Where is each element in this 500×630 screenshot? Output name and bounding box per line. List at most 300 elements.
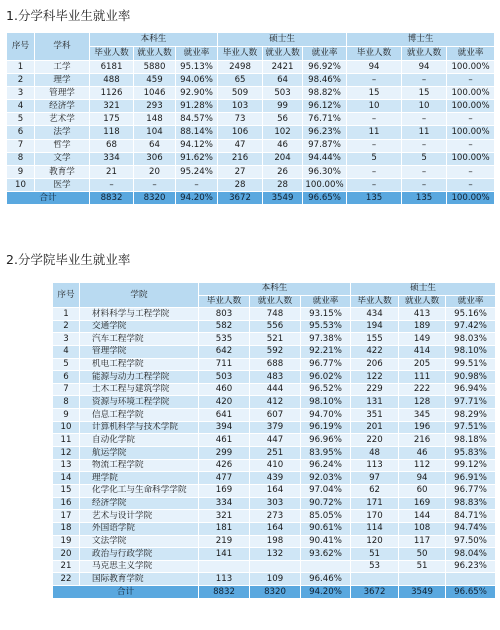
row-value: 90.98% (446, 371, 496, 384)
row-index: 6 (53, 371, 80, 384)
row-value: 26 (263, 165, 303, 178)
row-value: 131 (351, 396, 399, 409)
row-value: – (347, 113, 402, 126)
row-value: 47 (218, 139, 263, 152)
row-value: 117 (399, 535, 446, 548)
row-value: 688 (250, 358, 301, 371)
row-value: 64 (134, 139, 176, 152)
row-value: 334 (199, 497, 250, 510)
row-label: 汽车工程学院 (80, 333, 199, 346)
table-row (53, 573, 496, 586)
row-value: 171 (351, 497, 399, 510)
row-label: 理学 (35, 74, 90, 87)
table-row (53, 396, 496, 409)
row-value: 181 (199, 522, 250, 535)
table-row (7, 87, 495, 100)
row-value: 460 (199, 383, 250, 396)
row-value: 5 (347, 152, 402, 165)
row-value: 98.03% (446, 333, 496, 346)
row-value: 96.19% (301, 421, 351, 434)
row-value: 98.18% (446, 434, 496, 447)
row-value: 194 (351, 320, 399, 333)
total-cell: 135 (347, 191, 402, 204)
row-value: 20 (134, 165, 176, 178)
row-value (399, 573, 446, 586)
row-index: 8 (7, 152, 35, 165)
total-cell: 3672 (218, 191, 263, 204)
row-index: 7 (7, 139, 35, 152)
row-label: 文法学院 (80, 535, 199, 548)
row-value: 93.15% (301, 308, 351, 321)
row-value: 96.77% (446, 484, 496, 497)
row-value: 229 (351, 383, 399, 396)
row-index: 19 (53, 535, 80, 548)
row-index: 5 (7, 113, 35, 126)
table-row (7, 74, 495, 87)
row-label: 教育学 (35, 165, 90, 178)
row-value: 582 (199, 320, 250, 333)
row-value: 27 (218, 165, 263, 178)
row-value: 444 (250, 383, 301, 396)
row-index: 4 (53, 345, 80, 358)
header-undergrad: 本科生 (199, 283, 351, 296)
row-value: 293 (134, 100, 176, 113)
row-value: 483 (250, 371, 301, 384)
row-label: 计算机科学与技术学院 (80, 421, 199, 434)
row-value: 434 (351, 308, 399, 321)
row-value: 100.00% (447, 87, 495, 100)
table-row (53, 472, 496, 485)
table-row (7, 126, 495, 139)
row-index: 10 (53, 421, 80, 434)
table-row (53, 560, 496, 573)
employment-by-college-table (52, 282, 496, 599)
discipline-table-body (7, 61, 495, 192)
total-cell: 8832 (199, 586, 250, 599)
row-value: 273 (250, 510, 301, 523)
row-value: – (447, 139, 495, 152)
row-value: 85.05% (301, 510, 351, 523)
row-value: 53 (351, 560, 399, 573)
row-value: 216 (399, 434, 446, 447)
row-value: 48 (351, 447, 399, 460)
total-cell: 100.00% (447, 191, 495, 204)
row-label: 国际教育学院 (80, 573, 199, 586)
row-value: 114 (351, 522, 399, 535)
header-master-rate: 就业率 (303, 47, 347, 61)
row-label: 物流工程学院 (80, 459, 199, 472)
row-value: 98.82% (303, 87, 347, 100)
row-value: 96.46% (301, 573, 351, 586)
header-college: 学院 (80, 283, 199, 308)
row-index: 2 (53, 320, 80, 333)
row-value: 93.62% (301, 548, 351, 561)
table-row (53, 497, 496, 510)
row-value: 169 (399, 497, 446, 510)
row-label: 能源与动力工程学院 (80, 371, 199, 384)
row-value: 96.24% (301, 459, 351, 472)
row-value: 97.87% (303, 139, 347, 152)
row-value: – (134, 178, 176, 191)
row-value: 149 (399, 333, 446, 346)
row-value: 198 (250, 535, 301, 548)
row-value: 94.12% (176, 139, 218, 152)
row-value: 345 (399, 409, 446, 422)
row-label: 信息工程学院 (80, 409, 199, 422)
row-value: 118 (90, 126, 134, 139)
table-row (53, 320, 496, 333)
row-value: 88.14% (176, 126, 218, 139)
table-row (53, 434, 496, 447)
row-value: 99 (263, 100, 303, 113)
row-label: 材料科学与工程学院 (80, 308, 199, 321)
row-value: 100.00% (303, 178, 347, 191)
row-value: 205 (399, 358, 446, 371)
row-index: 7 (53, 383, 80, 396)
row-value: 477 (199, 472, 250, 485)
total-cell: 3549 (263, 191, 303, 204)
row-index: 8 (53, 396, 80, 409)
table-row (53, 358, 496, 371)
row-value: 120 (351, 535, 399, 548)
row-value: 748 (250, 308, 301, 321)
table-row (7, 165, 495, 178)
row-value: 112 (399, 459, 446, 472)
row-value: 170 (351, 510, 399, 523)
row-value: 503 (199, 371, 250, 384)
row-index: 10 (7, 178, 35, 191)
row-value: 206 (351, 358, 399, 371)
row-value: 220 (351, 434, 399, 447)
row-value: 204 (263, 152, 303, 165)
row-value: – (402, 74, 447, 87)
row-value: 96.96% (301, 434, 351, 447)
row-label: 管理学 (35, 87, 90, 100)
total-cell: 3672 (351, 586, 399, 599)
header-undergrad-employed: 就业人数 (250, 295, 301, 308)
row-value: – (447, 165, 495, 178)
row-label: 马克思主义学院 (80, 560, 199, 573)
row-value: – (447, 178, 495, 191)
row-value: 641 (199, 409, 250, 422)
row-index: 20 (53, 548, 80, 561)
row-index: 16 (53, 497, 80, 510)
row-value: 96.94% (446, 383, 496, 396)
row-label: 机电工程学院 (80, 358, 199, 371)
row-value: 100.00% (447, 126, 495, 139)
row-value: 113 (351, 459, 399, 472)
header-index: 序号 (7, 33, 35, 61)
row-value: 92.21% (301, 345, 351, 358)
section-title-by-discipline: 1.分学科毕业生就业率 (6, 8, 131, 23)
header-doctor-rate: 就业率 (447, 47, 495, 61)
table-row (53, 383, 496, 396)
header-master-graduates: 毕业人数 (351, 295, 399, 308)
row-value: 11 (347, 126, 402, 139)
row-value: 98.04% (446, 548, 496, 561)
table-row (53, 535, 496, 548)
total-cell: 8832 (90, 191, 134, 204)
row-value: – (347, 165, 402, 178)
row-label: 土木工程与建筑学院 (80, 383, 199, 396)
row-value: 2421 (263, 61, 303, 74)
row-value: 96.52% (301, 383, 351, 396)
table-row (53, 510, 496, 523)
employment-by-discipline-table (6, 32, 495, 205)
table-row (53, 447, 496, 460)
row-value: 97.71% (446, 396, 496, 409)
row-index: 3 (53, 333, 80, 346)
header-undergrad-rate: 就业率 (176, 47, 218, 61)
row-index: 18 (53, 522, 80, 535)
row-label: 艺术学 (35, 113, 90, 126)
row-value: 94 (347, 61, 402, 74)
row-label: 法学 (35, 126, 90, 139)
row-value: 97.04% (301, 484, 351, 497)
row-index: 9 (53, 409, 80, 422)
row-value: 422 (351, 345, 399, 358)
row-value: 109 (250, 573, 301, 586)
table-row (53, 459, 496, 472)
row-label: 航运学院 (80, 447, 199, 460)
row-value: 113 (199, 573, 250, 586)
row-value: 95.53% (301, 320, 351, 333)
total-cell: 96.65% (303, 191, 347, 204)
row-index: 2 (7, 74, 35, 87)
row-value: 521 (250, 333, 301, 346)
row-value: 164 (250, 522, 301, 535)
row-value: 535 (199, 333, 250, 346)
row-value: 46 (263, 139, 303, 152)
row-label: 哲学 (35, 139, 90, 152)
row-value: 321 (90, 100, 134, 113)
row-value: 439 (250, 472, 301, 485)
row-value: 10 (347, 100, 402, 113)
row-value: – (402, 165, 447, 178)
row-value: 97 (351, 472, 399, 485)
row-value (351, 573, 399, 586)
row-value: 414 (399, 345, 446, 358)
row-value: 90.41% (301, 535, 351, 548)
row-value: 90.61% (301, 522, 351, 535)
row-value: 46 (399, 447, 446, 460)
header-master-employed: 就业人数 (399, 295, 446, 308)
row-index: 4 (7, 100, 35, 113)
row-label: 外国语学院 (80, 522, 199, 535)
row-value: 122 (351, 371, 399, 384)
row-value: 100.00% (447, 152, 495, 165)
row-value: 64 (263, 74, 303, 87)
row-label: 化学化工与生命科学学院 (80, 484, 199, 497)
row-value: 96.12% (303, 100, 347, 113)
row-index: 1 (7, 61, 35, 74)
row-value: 96.77% (301, 358, 351, 371)
row-value: 56 (263, 113, 303, 126)
table-row (53, 371, 496, 384)
row-value: 94 (402, 61, 447, 74)
row-value: 488 (90, 74, 134, 87)
row-value: 711 (199, 358, 250, 371)
total-cell: 94.20% (176, 191, 218, 204)
row-index: 6 (7, 126, 35, 139)
row-index: 11 (53, 434, 80, 447)
row-value: 104 (134, 126, 176, 139)
row-value: – (447, 74, 495, 87)
row-value: 98.10% (301, 396, 351, 409)
row-label: 经济学院 (80, 497, 199, 510)
row-value (446, 573, 496, 586)
row-value: 21 (90, 165, 134, 178)
row-value (250, 560, 301, 573)
header-doctor: 博士生 (347, 33, 495, 47)
row-value: 96.23% (446, 560, 496, 573)
table-row (53, 522, 496, 535)
row-label: 资源与环境工程学院 (80, 396, 199, 409)
row-value: 447 (250, 434, 301, 447)
row-value: – (402, 139, 447, 152)
row-value: – (347, 139, 402, 152)
row-value: 76.71% (303, 113, 347, 126)
row-value: 103 (218, 100, 263, 113)
row-value: – (402, 113, 447, 126)
total-label: 合计 (7, 191, 90, 204)
row-label: 医学 (35, 178, 90, 191)
row-index: 1 (53, 308, 80, 321)
row-value: 321 (199, 510, 250, 523)
row-value: 216 (218, 152, 263, 165)
row-value: 108 (399, 522, 446, 535)
row-value: 1126 (90, 87, 134, 100)
row-index: 17 (53, 510, 80, 523)
table-row (7, 152, 495, 165)
row-value: 11 (402, 126, 447, 139)
row-value: 509 (218, 87, 263, 100)
row-value: 222 (399, 383, 446, 396)
college-table-body (53, 308, 496, 586)
row-value: 84.71% (446, 510, 496, 523)
row-value: 6181 (90, 61, 134, 74)
total-cell: 8320 (250, 586, 301, 599)
row-index: 21 (53, 560, 80, 573)
row-value: 96.02% (301, 371, 351, 384)
table-row (53, 421, 496, 434)
row-value: 10 (402, 100, 447, 113)
section-title-by-college: 2.分学院毕业生就业率 (6, 252, 131, 267)
row-label: 文学 (35, 152, 90, 165)
row-value: 128 (399, 396, 446, 409)
total-label: 合计 (53, 586, 199, 599)
row-value: 607 (250, 409, 301, 422)
row-value: 96.91% (446, 472, 496, 485)
row-value: 98.10% (446, 345, 496, 358)
row-index: 9 (7, 165, 35, 178)
row-value: 426 (199, 459, 250, 472)
row-value: 94.06% (176, 74, 218, 87)
table-row (53, 345, 496, 358)
row-label: 交通学院 (80, 320, 199, 333)
row-value: 73 (218, 113, 263, 126)
row-value: 306 (134, 152, 176, 165)
row-label: 经济学 (35, 100, 90, 113)
row-index: 12 (53, 447, 80, 460)
row-value: 60 (399, 484, 446, 497)
row-value: 111 (399, 371, 446, 384)
row-value: 91.28% (176, 100, 218, 113)
row-value: 803 (199, 308, 250, 321)
row-value: 51 (399, 560, 446, 573)
header-master: 硕士生 (218, 33, 347, 47)
row-label: 政治与行政学院 (80, 548, 199, 561)
table-row (53, 308, 496, 321)
row-value: 97.42% (446, 320, 496, 333)
row-value: 99.12% (446, 459, 496, 472)
row-value: 642 (199, 345, 250, 358)
row-value: 303 (250, 497, 301, 510)
row-value: 132 (250, 548, 301, 561)
row-value: 94.70% (301, 409, 351, 422)
header-undergrad-graduates: 毕业人数 (90, 47, 134, 61)
row-value: 96.30% (303, 165, 347, 178)
row-label: 艺术与设计学院 (80, 510, 199, 523)
row-value: 84.57% (176, 113, 218, 126)
row-value: 219 (199, 535, 250, 548)
table-row (53, 484, 496, 497)
row-value: 189 (399, 320, 446, 333)
table-row (7, 139, 495, 152)
row-value: 62 (351, 484, 399, 497)
row-value: 98.29% (446, 409, 496, 422)
row-index: 22 (53, 573, 80, 586)
header-undergrad: 本科生 (90, 33, 218, 47)
row-index: 14 (53, 472, 80, 485)
row-value: 92.90% (176, 87, 218, 100)
row-value: 144 (399, 510, 446, 523)
row-value: 412 (250, 396, 301, 409)
header-undergrad-rate: 就业率 (301, 295, 351, 308)
header-doctor-graduates: 毕业人数 (347, 47, 402, 61)
row-index: 3 (7, 87, 35, 100)
row-index: 13 (53, 459, 80, 472)
row-value: – (347, 74, 402, 87)
row-value: 15 (347, 87, 402, 100)
row-value: 28 (263, 178, 303, 191)
row-value: 97.51% (446, 421, 496, 434)
row-value: 96.92% (303, 61, 347, 74)
total-row (7, 191, 495, 204)
row-value (199, 560, 250, 573)
row-value: 2498 (218, 61, 263, 74)
row-value: 461 (199, 434, 250, 447)
row-value: 169 (199, 484, 250, 497)
total-cell: 96.65% (446, 586, 496, 599)
row-value: 91.62% (176, 152, 218, 165)
row-value: 95.13% (176, 61, 218, 74)
total-cell: 135 (402, 191, 447, 204)
row-value: 394 (199, 421, 250, 434)
row-value: 15 (402, 87, 447, 100)
table-row (7, 61, 495, 74)
row-value: 96.23% (303, 126, 347, 139)
row-value: 556 (250, 320, 301, 333)
row-value: 413 (399, 308, 446, 321)
row-value: 65 (218, 74, 263, 87)
row-value: 94.74% (446, 522, 496, 535)
row-value: 196 (399, 421, 446, 434)
table-row (7, 100, 495, 113)
row-value: 90.72% (301, 497, 351, 510)
row-value: 410 (250, 459, 301, 472)
row-value: 100.00% (447, 100, 495, 113)
